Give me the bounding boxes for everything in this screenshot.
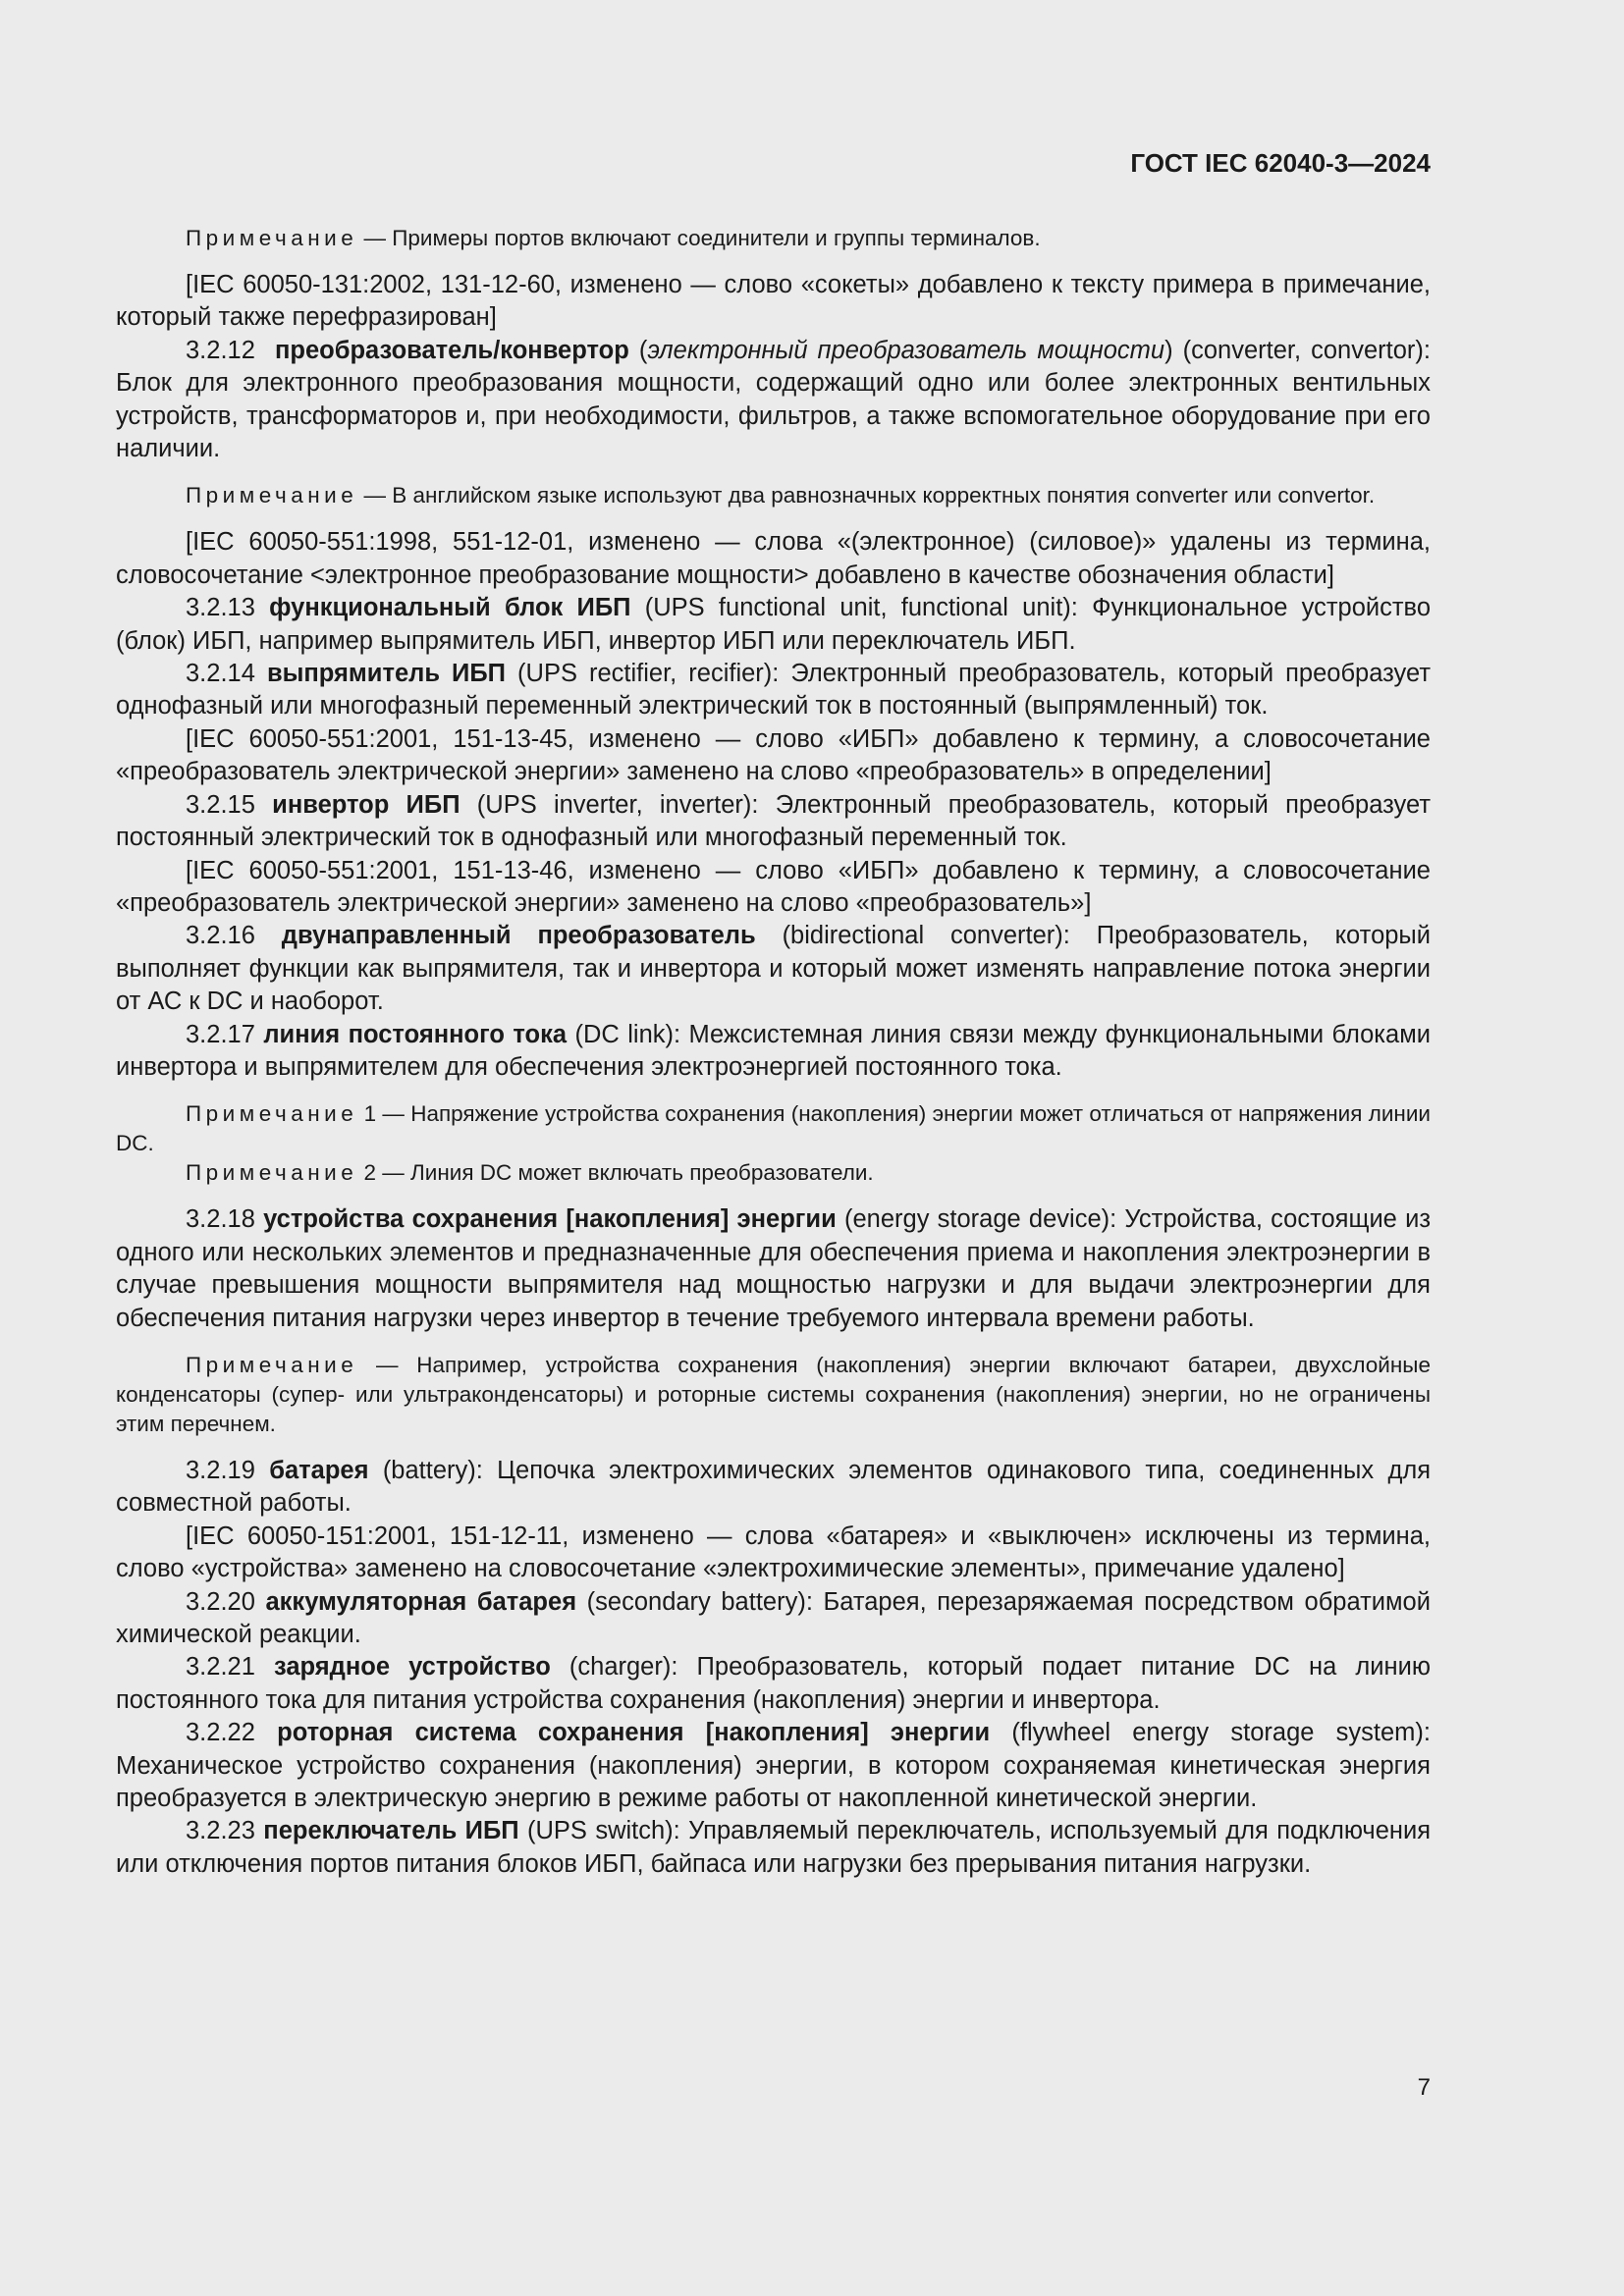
term: линия постоянного тока: [263, 1020, 568, 1048]
source-reference: [IEC 60050-151:2001, 151-12-11, изменено — слова «батарея» и «выключен» исключены из термина, слово «устройства» заменено на словосочетание «электрохимические элементы», примечание удалено]: [116, 1522, 1431, 1583]
note-dc-voltage: Примечание 1 — Напряжение устройства сохранения (накопления) энергии может отличаться от напряжения линии DC.: [116, 1101, 1431, 1156]
definition-3-2-15: 3.2.15 инвертор ИБП (UPS inverter, inverter): Электронный преобразователь, который преобразует постоянный электрический ток в однофазный или многофазный переменный ток.: [116, 790, 1432, 852]
page-number: 7: [1417, 2074, 1431, 2101]
term: инвертор ИБП: [272, 790, 460, 819]
term: роторная система сохранения [накопления] энергии: [277, 1719, 991, 1747]
term: переключатель ИБП: [263, 1817, 519, 1845]
source-reference: [IEC 60050-131:2002, 131-12-60, изменено — слово «сокеты» добавлено к тексту примера в примечание, который также перефразирован]: [116, 271, 1431, 332]
term: функциональный блок ИБП: [269, 594, 631, 622]
definition-3-2-17: 3.2.17 линия постоянного тока (DC link): Межсистемная линия связи между функциональными блоками инвертора и выпрямителем для обеспечения электроэнергией постоянного тока.: [116, 1020, 1431, 1081]
source-reference: [IEC 60050-551:1998, 551-12-01, изменено — слова «(электронное) (силовое)» удалены из термина, словосочетание <электронное преобразование мощности> добавлено в качестве обозначения области]: [116, 528, 1431, 589]
term: устройства сохранения [накопления] энергии: [263, 1205, 837, 1234]
document-code: ГОСТ IEC 62040-3—2024: [1130, 148, 1431, 178]
definition-3-2-18: 3.2.18 устройства сохранения [накопления] энергии (energy storage device): Устройства, состоящие из одного или нескольких элементов и предназначенные для обеспечения приема и накопления электроэнергии в случае превышения мощности выпрямителя над мощностью нагрузки и для выдачи электроэнергии для обеспечения питания нагрузки через инвертор в течение требуемого интервала времени работы.: [116, 1205, 1432, 1332]
note-label: Примечание: [186, 1352, 358, 1377]
definition-3-2-16: 3.2.16 двунаправленный преобразователь (bidirectional converter): Преобразователь, который выполняет функции как выпрямителя, так и инвертора и который может изменять направление потока энергии от АС к DC и наоборот.: [116, 922, 1431, 1016]
definition-3-2-14: 3.2.14 выпрямитель ИБП (UPS rectifier, recifier): Электронный преобразователь, который преобразует однофазный или многофазный переменный электрический ток в постоянный (выпрямленный) ток.: [116, 660, 1432, 721]
note-converter: Примечание — В английском языке используют два равнозначных корректных понятия converter или convertor.: [186, 483, 1376, 508]
definition-3-2-12: 3.2.12 преобразователь/конвертор (электронный преобразователь мощности) (converter, convertor): Блок для электронного преобразования мощности, содержащий одно или более электронных вентильных устройств, трансформаторов и, при необходимости, фильтров, а также вспомогательное оборудование при его наличии.: [116, 336, 1431, 463]
term: зарядное устройство: [274, 1653, 551, 1682]
note-label: Примечание: [186, 483, 358, 508]
note-energy-storage: Примечание — Например, устройства сохранения (накопления) энергии включают батареи, двухслойные конденсаторы (супер- или ультраконденсаторы) и роторные системы сохранения (накопления) энергии, но не ограничены этим перечнем.: [116, 1352, 1431, 1436]
definition-3-2-20: 3.2.20 аккумуляторная батарея (secondary battery): Батарея, перезаряжаемая посредством обратимой химической реакции.: [116, 1587, 1431, 1648]
definition-3-2-22: 3.2.22 роторная система сохранения [накопления] энергии (flywheel energy storage system): Механическое устройство сохранения (накопления) энергии, в котором сохраняемая кинетическая энергия преобразуется в электрическую энергию в режиме работы от накопленной кинетической энергии.: [116, 1719, 1431, 1813]
definition-3-2-23: 3.2.23 переключатель ИБП (UPS switch): Управляемый переключатель, используемый для подключения или отключения портов питания блоков ИБП, байпаса или нагрузки без прерывания питания нагрузки.: [116, 1817, 1432, 1878]
definition-3-2-13: 3.2.13 функциональный блок ИБП (UPS functional unit, functional unit): Функциональное устройство (блок) ИБП, например выпрямитель ИБП, инвертор ИБП или переключатель ИБП.: [116, 594, 1431, 655]
source-reference: [IEC 60050-551:2001, 151-13-46, изменено — слово «ИБП» добавлено к термину, а словосочетание «преобразователь электрической энергии» заменено на слово «преобразователь»]: [116, 856, 1431, 917]
term-domain: электронный преобразователь мощности: [647, 336, 1165, 364]
note-label: Примечание: [186, 226, 358, 250]
term: батарея: [269, 1456, 369, 1484]
term: двунаправленный преобразователь: [281, 922, 756, 950]
source-reference: [IEC 60050-551:2001, 151-13-45, изменено — слово «ИБП» добавлено к термину, а словосочетание «преобразователь электрической энергии» заменено на слово «преобразователь» в определении]: [116, 724, 1431, 786]
note-label: Примечание: [186, 1160, 358, 1186]
term: аккумуляторная батарея: [265, 1587, 577, 1616]
term: выпрямитель ИБП: [266, 660, 507, 688]
definition-3-2-21: 3.2.21 зарядное устройство (charger): Преобразователь, который подает питание DC на линию постоянного тока для питания устройства сохранения (накопления) энергии и инвертора.: [116, 1653, 1431, 1714]
page-body: [116, 224, 1431, 1881]
note-dc-converters: Примечание 2 — Линия DC может включать преобразователи.: [186, 1160, 874, 1186]
note-label: Примечание: [186, 1101, 358, 1127]
note-ports: Примечание — Примеры портов включают соединители и группы терминалов.: [186, 226, 1041, 250]
term: преобразователь/конвертор: [274, 336, 629, 364]
definition-3-2-19: 3.2.19 батарея (battery): Цепочка электрохимических элементов одинакового типа, соединенных для совместной работы.: [116, 1456, 1432, 1518]
